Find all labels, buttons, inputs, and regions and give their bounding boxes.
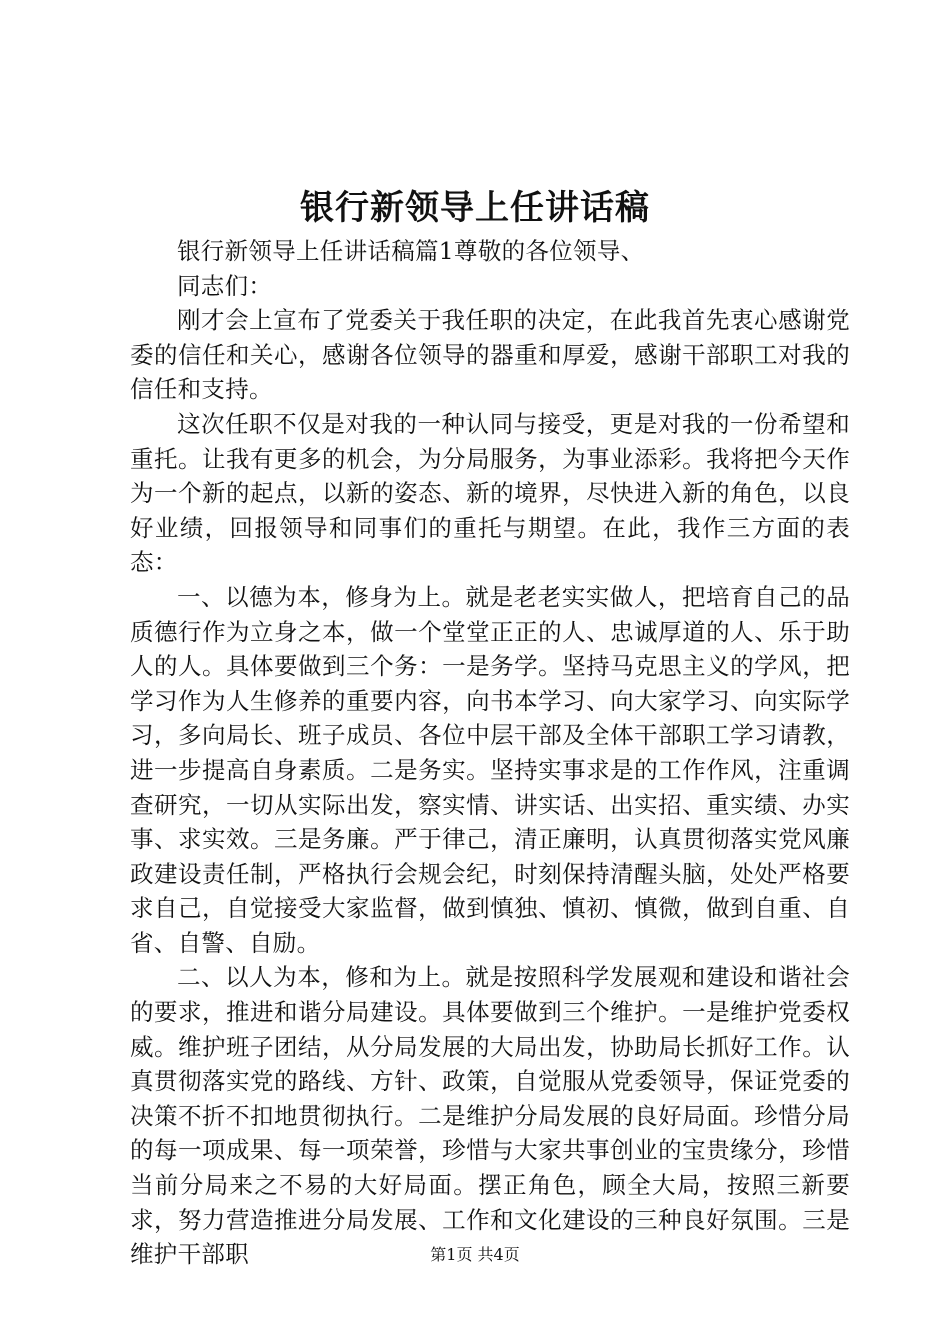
paragraph-salutation: 同志们： xyxy=(177,271,273,300)
paragraph-point-two: 二、以人为本，修和为上。就是按照科学发展观和建设和谐社会的要求，推进和谐分局建设。具体要做到三个维护。一是维护党委权威。维护班子团结，从分局发展的大局出发，协助局长抓好工作。认真贯彻落实党的路线、方针、政策，自觉服从党委领导，保证党委的决策不折不扣地贯彻执行。二是维护分局发展的良好局面。珍惜分局的每一项成果、每一项荣誉，珍惜与大家共事创业的宝贵缘分，珍惜当前分局来之不易的大好局面。摆正角色，顾全大局，按照三新要求，努力营造推进分局发展、工作和文化建设的三种良好氛围。三是维护干部职 xyxy=(130,963,850,1269)
page-title: 银行新领导上任讲话稿 xyxy=(300,188,650,228)
paragraph-point-one: 一、以德为本，修身为上。就是老老实实做人，把培育自己的品质德行作为立身之本，做一个堂堂正正的人、忠诚厚道的人、乐于助人的人。具体要做到三个务：一是务学。坚持马克思主义的学风，把学习作为人生修养的重要内容，向书本学习、向大家学习、向实际学习，多向局长、班子成员、各位中层干部及全体干部职工学习请教，进一步提高自身素质。二是务实。坚持实事求是的工作作风，注重调查研究，一切从实际出发，察实情、讲实话、出实招、重实绩、办实事、求实效。三是务廉。严于律己，清正廉明，认真贯彻落实党风廉政建设责任制，严格执行会规会纪，时刻保持清醒头脑，处处严格要求自己，自觉接受大家监督，做到慎独、慎初、慎微，做到自重、自省、自警、自励。 xyxy=(130,582,850,957)
paragraph-opening: 银行新领导上任讲话稿篇1尊敬的各位领导、 xyxy=(177,237,645,265)
paragraph-appointment: 这次任职不仅是对我的一种认同与接受，更是对我的一份希望和重托。让我有更多的机会，为分局服务，为事业添彩。我将把今天作为一个新的起点，以新的姿态、新的境界，尽快进入新的角色，以良好业绩，回报领导和同事们的重托与期望。在此，我作三方面的表态： xyxy=(130,409,850,577)
paragraph-thanks: 刚才会上宣布了党委关于我任职的决定，在此我首先衷心感谢党委的信任和关心，感谢各位领导的器重和厚爱，感谢干部职工对我的信任和支持。 xyxy=(130,306,850,404)
page-number-footer: 第1页 共4页 xyxy=(430,1245,520,1264)
document-body xyxy=(130,234,850,1272)
